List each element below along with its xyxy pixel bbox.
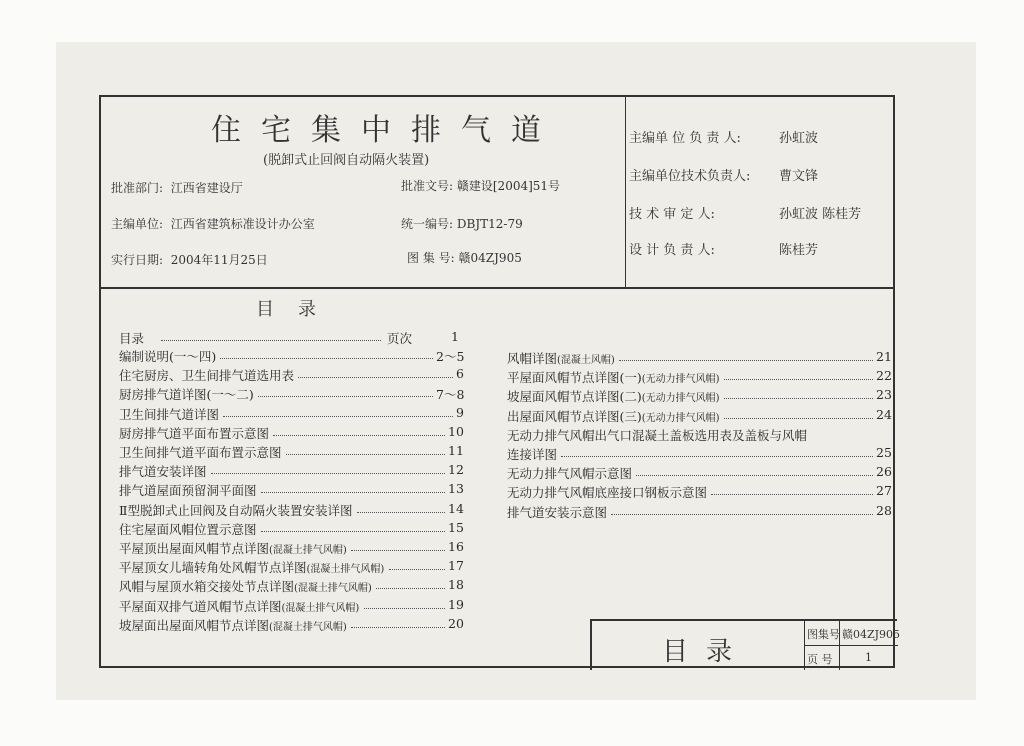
toc-row-page: 7～8 [436, 387, 465, 403]
atlas-value: 赣04ZJ905 [842, 628, 901, 641]
leader-dots [258, 385, 433, 397]
toc-row-page: 16 [448, 539, 464, 554]
toc-row-label: 平屋顶女儿墙转角处风帽节点详图 [119, 560, 307, 576]
leader-dots [724, 407, 873, 419]
toc-row [507, 387, 892, 405]
toc-row-page: 11 [448, 443, 464, 458]
leader-dots [261, 481, 445, 493]
leader-dots [273, 424, 445, 436]
leader-dots [211, 462, 445, 474]
toc-row-page: 21 [876, 349, 892, 364]
toc-row-page: 18 [448, 577, 464, 593]
toc-row-label: 卫生间排气道平面布置示意图 [119, 445, 282, 460]
person-role: 设 计 负 责 人: [629, 243, 715, 258]
toc-row-page: 20 [448, 615, 464, 631]
toc-row-label: 平屋顶出屋面风帽节点详图 [119, 541, 270, 556]
toc-row-page: 6 [456, 366, 464, 382]
toc-row [507, 349, 892, 367]
toc-row [119, 520, 464, 538]
person-row [629, 165, 819, 184]
toc-row-page: 28 [876, 502, 892, 518]
approval-doc-label: 批准文号: [401, 179, 454, 193]
toc-row-label: 编制说明(一～四) [119, 349, 217, 364]
toc-row-page: 22 [876, 368, 892, 384]
approval-doc [401, 177, 560, 194]
page-label: 页 号 [807, 653, 833, 666]
toc-row [507, 483, 892, 501]
leader-dots [611, 503, 873, 515]
toc-row-page: 12 [448, 462, 464, 478]
impl-date-value: 2004年11月25日 [170, 253, 268, 267]
toc-row-note: (混凝土风帽) [557, 355, 615, 366]
leader-dots [724, 368, 873, 380]
toc-row [507, 445, 892, 463]
atlas-label: 图集号 [807, 628, 840, 641]
toc-row [119, 424, 464, 442]
toc-row-note: (混凝土排气风帽) [281, 602, 360, 614]
unified-no-label: 统一编号: [401, 217, 454, 231]
person-role: 主编单 位 负 责 人: [629, 131, 741, 146]
leader-dots [351, 539, 445, 551]
toc-row-page: 1 [451, 329, 459, 344]
toc-row [119, 597, 464, 615]
toc-row [119, 443, 464, 461]
toc-row-label: 连接详图 [507, 447, 558, 462]
title-block [590, 619, 901, 670]
atlas-no [407, 249, 522, 266]
toc-heading: 目录 [256, 299, 340, 320]
toc-row-page: 10 [448, 423, 464, 439]
toc-row-label: 住宅屋面风帽位置示意图 [119, 521, 257, 537]
toc-row [507, 503, 892, 521]
editor-unit-label: 主编单位: [111, 217, 164, 231]
approval-dept-value: 江西省建设厅 [170, 181, 243, 195]
toc-row-label: Ⅱ型脱卸式止回阀及自动隔火装置安装详图 [119, 502, 353, 518]
leader-dots [220, 347, 433, 359]
editor-unit [111, 215, 315, 232]
person-role: 主编单位技术负责人: [629, 169, 751, 184]
toc-row-page: 9 [456, 404, 464, 420]
page-value: 1 [865, 651, 872, 664]
toc-row [507, 464, 892, 482]
toc-row-page: 13 [448, 481, 464, 497]
toc-row [119, 347, 464, 365]
leader-dots [376, 577, 445, 589]
toc-row-note: (混凝土排气风帽) [269, 621, 347, 633]
toc-row-page: 25 [876, 445, 892, 460]
toc-row-label: 排气道安装详图 [119, 464, 207, 480]
toc-row [507, 368, 892, 386]
toc-page-label: 页次 [387, 331, 413, 346]
drawing-frame [99, 95, 901, 668]
person-row [629, 127, 819, 146]
toc-row-label: 厨房排气道平面布置示意图 [119, 425, 270, 441]
toc-row [119, 558, 464, 576]
person-row [629, 239, 819, 258]
leader-dots [364, 597, 445, 609]
toc-row [119, 539, 464, 557]
toc-row-page: 14 [448, 500, 464, 516]
approval-dept [111, 179, 243, 196]
toc-row-note: (无动力排气风帽) [641, 412, 720, 424]
person-name: 孙虹波 [779, 131, 819, 146]
leader-dots [161, 329, 381, 341]
toc-row-page: 19 [448, 596, 464, 612]
person-name: 孙虹波 陈桂芳 [779, 207, 862, 222]
toc-row-label: 坡屋面出屋面风帽节点详图 [119, 617, 270, 633]
leader-dots [261, 520, 445, 532]
atlas-no-label: 图 集 号: [407, 251, 455, 265]
toc-row-label: 住宅厨房、卫生间排气道选用表 [119, 368, 295, 384]
header-divider [625, 97, 626, 287]
toc-row-label: 无动力排气风帽出气口混凝土盖板选用表及盖板与风帽 [507, 427, 808, 443]
toc-row [119, 501, 464, 519]
leader-dots [223, 405, 453, 417]
leader-dots [389, 558, 445, 570]
toc-row-note: (无动力排气风帽) [641, 393, 720, 405]
toc-row-note: (混凝土排气风帽) [306, 564, 385, 576]
toc-row-label: 目录 [119, 331, 145, 346]
impl-date [111, 251, 268, 268]
unified-no-value: DBJT12-79 [456, 217, 523, 231]
toc-row [119, 616, 464, 634]
toc-row-label: 坡屋面风帽节点详图(二) [507, 389, 642, 405]
toc-row-label: 平屋面风帽节点详图(一) [507, 370, 642, 386]
toc-row-page: 26 [876, 464, 892, 480]
main-title: 住宅集中排气道 [211, 113, 561, 148]
toc-row-page: 2～5 [436, 349, 465, 364]
toc-row-page: 24 [876, 406, 892, 422]
approval-doc-value: 赣建设[2004]51号 [456, 179, 561, 193]
leader-dots [357, 501, 445, 513]
toc-row-label: 风帽与屋顶水箱交接处节点详图 [119, 579, 295, 595]
leader-dots [561, 445, 873, 457]
toc-row-label: 无动力排气风帽底座接口钢板示意图 [507, 485, 708, 501]
header-block [101, 97, 893, 289]
leader-dots [711, 483, 873, 495]
toc-row-page: 17 [448, 558, 464, 574]
toc-row [507, 426, 892, 444]
toc-row-page: 23 [876, 387, 892, 403]
toc-row [119, 462, 464, 480]
leader-dots [351, 616, 445, 628]
leader-dots [286, 443, 445, 455]
toc-row-label: 风帽详图 [507, 351, 558, 366]
toc-row-label: 卫生间排气道详图 [119, 406, 220, 422]
toc-row [119, 366, 464, 384]
toc-row-note: (混凝土排气风帽) [269, 545, 347, 556]
toc-row [119, 577, 464, 595]
toc-row-note: (无动力排气风帽) [641, 374, 720, 386]
person-role: 技 术 审 定 人: [629, 207, 715, 222]
toc-row [507, 407, 892, 425]
toc-row-label: 无动力排气风帽示意图 [507, 466, 633, 482]
atlas-no-value: 赣04ZJ905 [458, 251, 522, 265]
toc-row [119, 385, 464, 403]
leader-dots [724, 387, 873, 399]
subtitle: (脱卸式止回阀自动隔火装置) [263, 153, 430, 168]
leader-dots [298, 366, 453, 378]
toc-row-label: 厨房排气道详图(一～二) [119, 387, 254, 403]
toc-row [119, 405, 464, 423]
person-name: 曹文锋 [779, 169, 819, 184]
toc-row-note: (混凝土排气风帽) [294, 583, 372, 595]
leader-dots [636, 464, 873, 476]
toc-row-page: 27 [876, 483, 892, 499]
person-name: 陈桂芳 [779, 243, 819, 258]
toc-row [119, 481, 464, 499]
person-row [629, 203, 862, 222]
leader-dots [619, 349, 873, 361]
toc-row-label: 排气道屋面预留洞平面图 [119, 483, 257, 499]
toc-row-label: 排气道安装示意图 [507, 504, 608, 520]
editor-unit-value: 江西省建筑标准设计办公室 [170, 217, 315, 231]
impl-date-label: 实行日期: [111, 253, 164, 267]
toc-row-label: 出屋面风帽节点详图(三) [507, 408, 642, 424]
unified-no [401, 215, 523, 232]
toc-row-page: 15 [448, 519, 464, 535]
toc-row-label: 平屋面双排气道风帽节点详图 [119, 598, 282, 614]
title-block-grid [804, 621, 901, 670]
toc-row [119, 329, 464, 347]
title-block-title: 目录 [662, 637, 751, 667]
approval-dept-label: 批准部门: [111, 181, 164, 195]
